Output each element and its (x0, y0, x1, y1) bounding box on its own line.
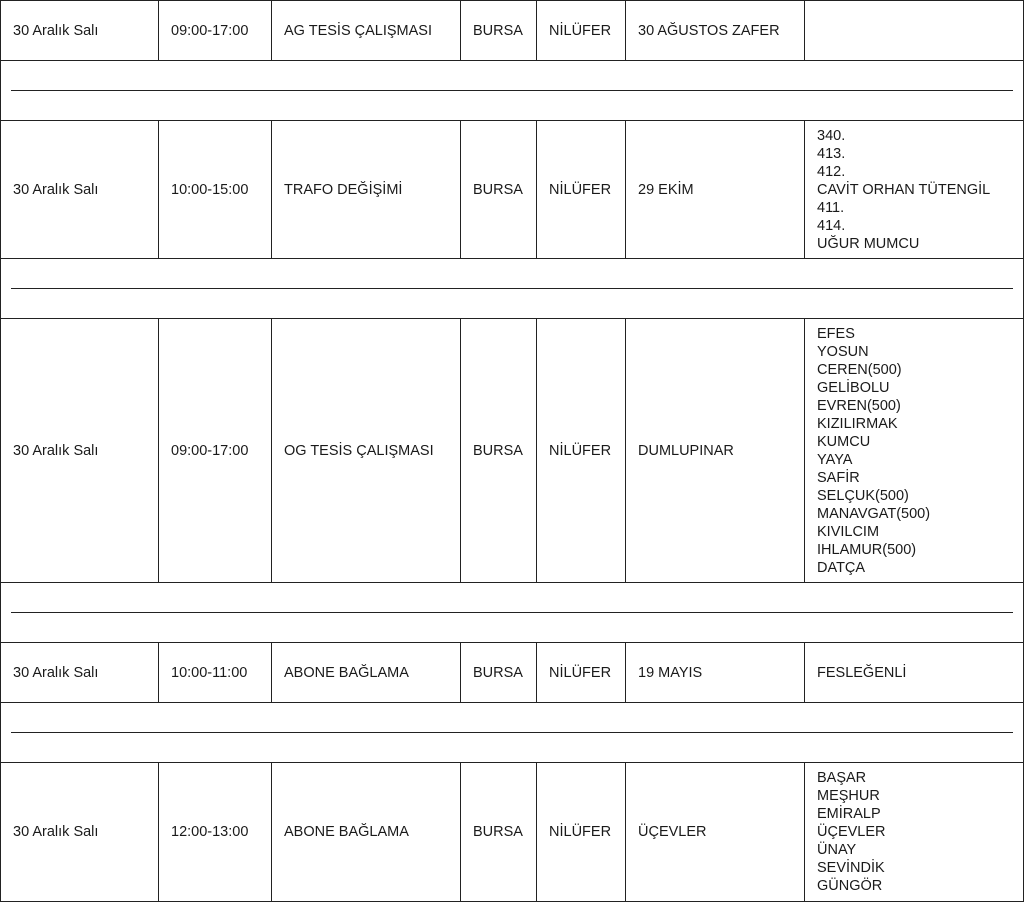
district-cell: NİLÜFER (537, 121, 626, 259)
separator-row (1, 703, 1024, 763)
street-name: 340. (817, 127, 846, 144)
street-name: EVREN(500) (817, 397, 901, 414)
streets-cell (805, 319, 1024, 583)
street-name: YAYA (817, 451, 853, 468)
separator-row (1, 61, 1024, 121)
street-name: MEŞHUR (817, 788, 880, 804)
date-cell: 30 Aralık Salı (1, 1, 159, 61)
work-type-cell: OG TESİS ÇALIŞMASI (272, 319, 461, 583)
district-cell: NİLÜFER (537, 763, 626, 902)
city-cell: BURSA (461, 763, 537, 902)
city-cell: BURSA (461, 121, 537, 259)
street-name: SAFİR (817, 469, 860, 486)
street-name: EFES (817, 325, 855, 342)
street-name: BAŞAR (817, 770, 867, 786)
streets-cell (805, 763, 1024, 902)
street-name: ÜNAY (817, 842, 857, 858)
table-row (1, 643, 1024, 703)
street-name: KUMCU (817, 433, 871, 450)
street-name: CEREN(500) (817, 361, 902, 378)
date-cell: 30 Aralık Salı (1, 121, 159, 259)
time-cell: 12:00-13:00 (159, 763, 272, 902)
table-row (1, 319, 1024, 583)
street-name: GELİBOLU (817, 379, 890, 396)
table-row (1, 121, 1024, 259)
work-type-cell: TRAFO DEĞİŞİMİ (272, 121, 461, 259)
work-type-cell: AG TESİS ÇALIŞMASI (272, 1, 461, 61)
street-name: CAVİT ORHAN TÜTENGİL (817, 181, 991, 198)
separator-row (1, 259, 1024, 319)
street-name: SELÇUK(500) (817, 487, 909, 504)
street-name: FESLEĞENLİ (817, 664, 907, 681)
time-cell: 10:00-11:00 (159, 643, 272, 703)
separator-row (1, 583, 1024, 643)
street-name: EMİRALP (817, 806, 881, 822)
divider (11, 732, 1013, 733)
street-name: SEVİNDİK (817, 860, 885, 876)
divider (11, 288, 1013, 289)
divider (11, 612, 1013, 613)
streets-cell (805, 643, 1024, 703)
street-name: IHLAMUR(500) (817, 541, 917, 558)
street-name: GÜNGÖR (817, 878, 883, 894)
district-cell: NİLÜFER (537, 1, 626, 61)
time-cell: 09:00-17:00 (159, 1, 272, 61)
table-row (1, 1, 1024, 61)
work-type-cell: ABONE BAĞLAMA (272, 643, 461, 703)
street-name: MANAVGAT(500) (817, 505, 931, 522)
city-cell: BURSA (461, 643, 537, 703)
date-cell: 30 Aralık Salı (1, 643, 159, 703)
date-cell: 30 Aralık Salı (1, 319, 159, 583)
street-name: 414. (817, 217, 846, 234)
date-cell: 30 Aralık Salı (1, 763, 159, 902)
neighborhood-cell: ÜÇEVLER (626, 763, 805, 902)
street-name: ÜÇEVLER (817, 824, 886, 840)
street-name: DATÇA (817, 559, 866, 576)
street-name: UĞUR MUMCU (817, 235, 920, 252)
neighborhood-cell: DUMLUPINAR (626, 319, 805, 583)
district-cell: NİLÜFER (537, 643, 626, 703)
district-cell: NİLÜFER (537, 319, 626, 583)
city-cell: BURSA (461, 1, 537, 61)
streets-cell (805, 1, 1024, 61)
table-row (1, 763, 1024, 902)
streets-cell (805, 121, 1024, 259)
street-name: 411. (817, 199, 845, 216)
neighborhood-cell: 30 AĞUSTOS ZAFER (626, 1, 805, 61)
street-name: YOSUN (817, 343, 869, 360)
time-cell: 09:00-17:00 (159, 319, 272, 583)
city-cell: BURSA (461, 319, 537, 583)
work-type-cell: ABONE BAĞLAMA (272, 763, 461, 902)
time-cell: 10:00-15:00 (159, 121, 272, 259)
divider (11, 90, 1013, 91)
street-name: KIVILCIM (817, 523, 880, 540)
neighborhood-cell: 19 MAYIS (626, 643, 805, 703)
street-name: 413. (817, 145, 846, 162)
neighborhood-cell: 29 EKİM (626, 121, 805, 259)
street-name: KIZILIRMAK (817, 415, 898, 432)
street-name: 412. (817, 163, 846, 180)
